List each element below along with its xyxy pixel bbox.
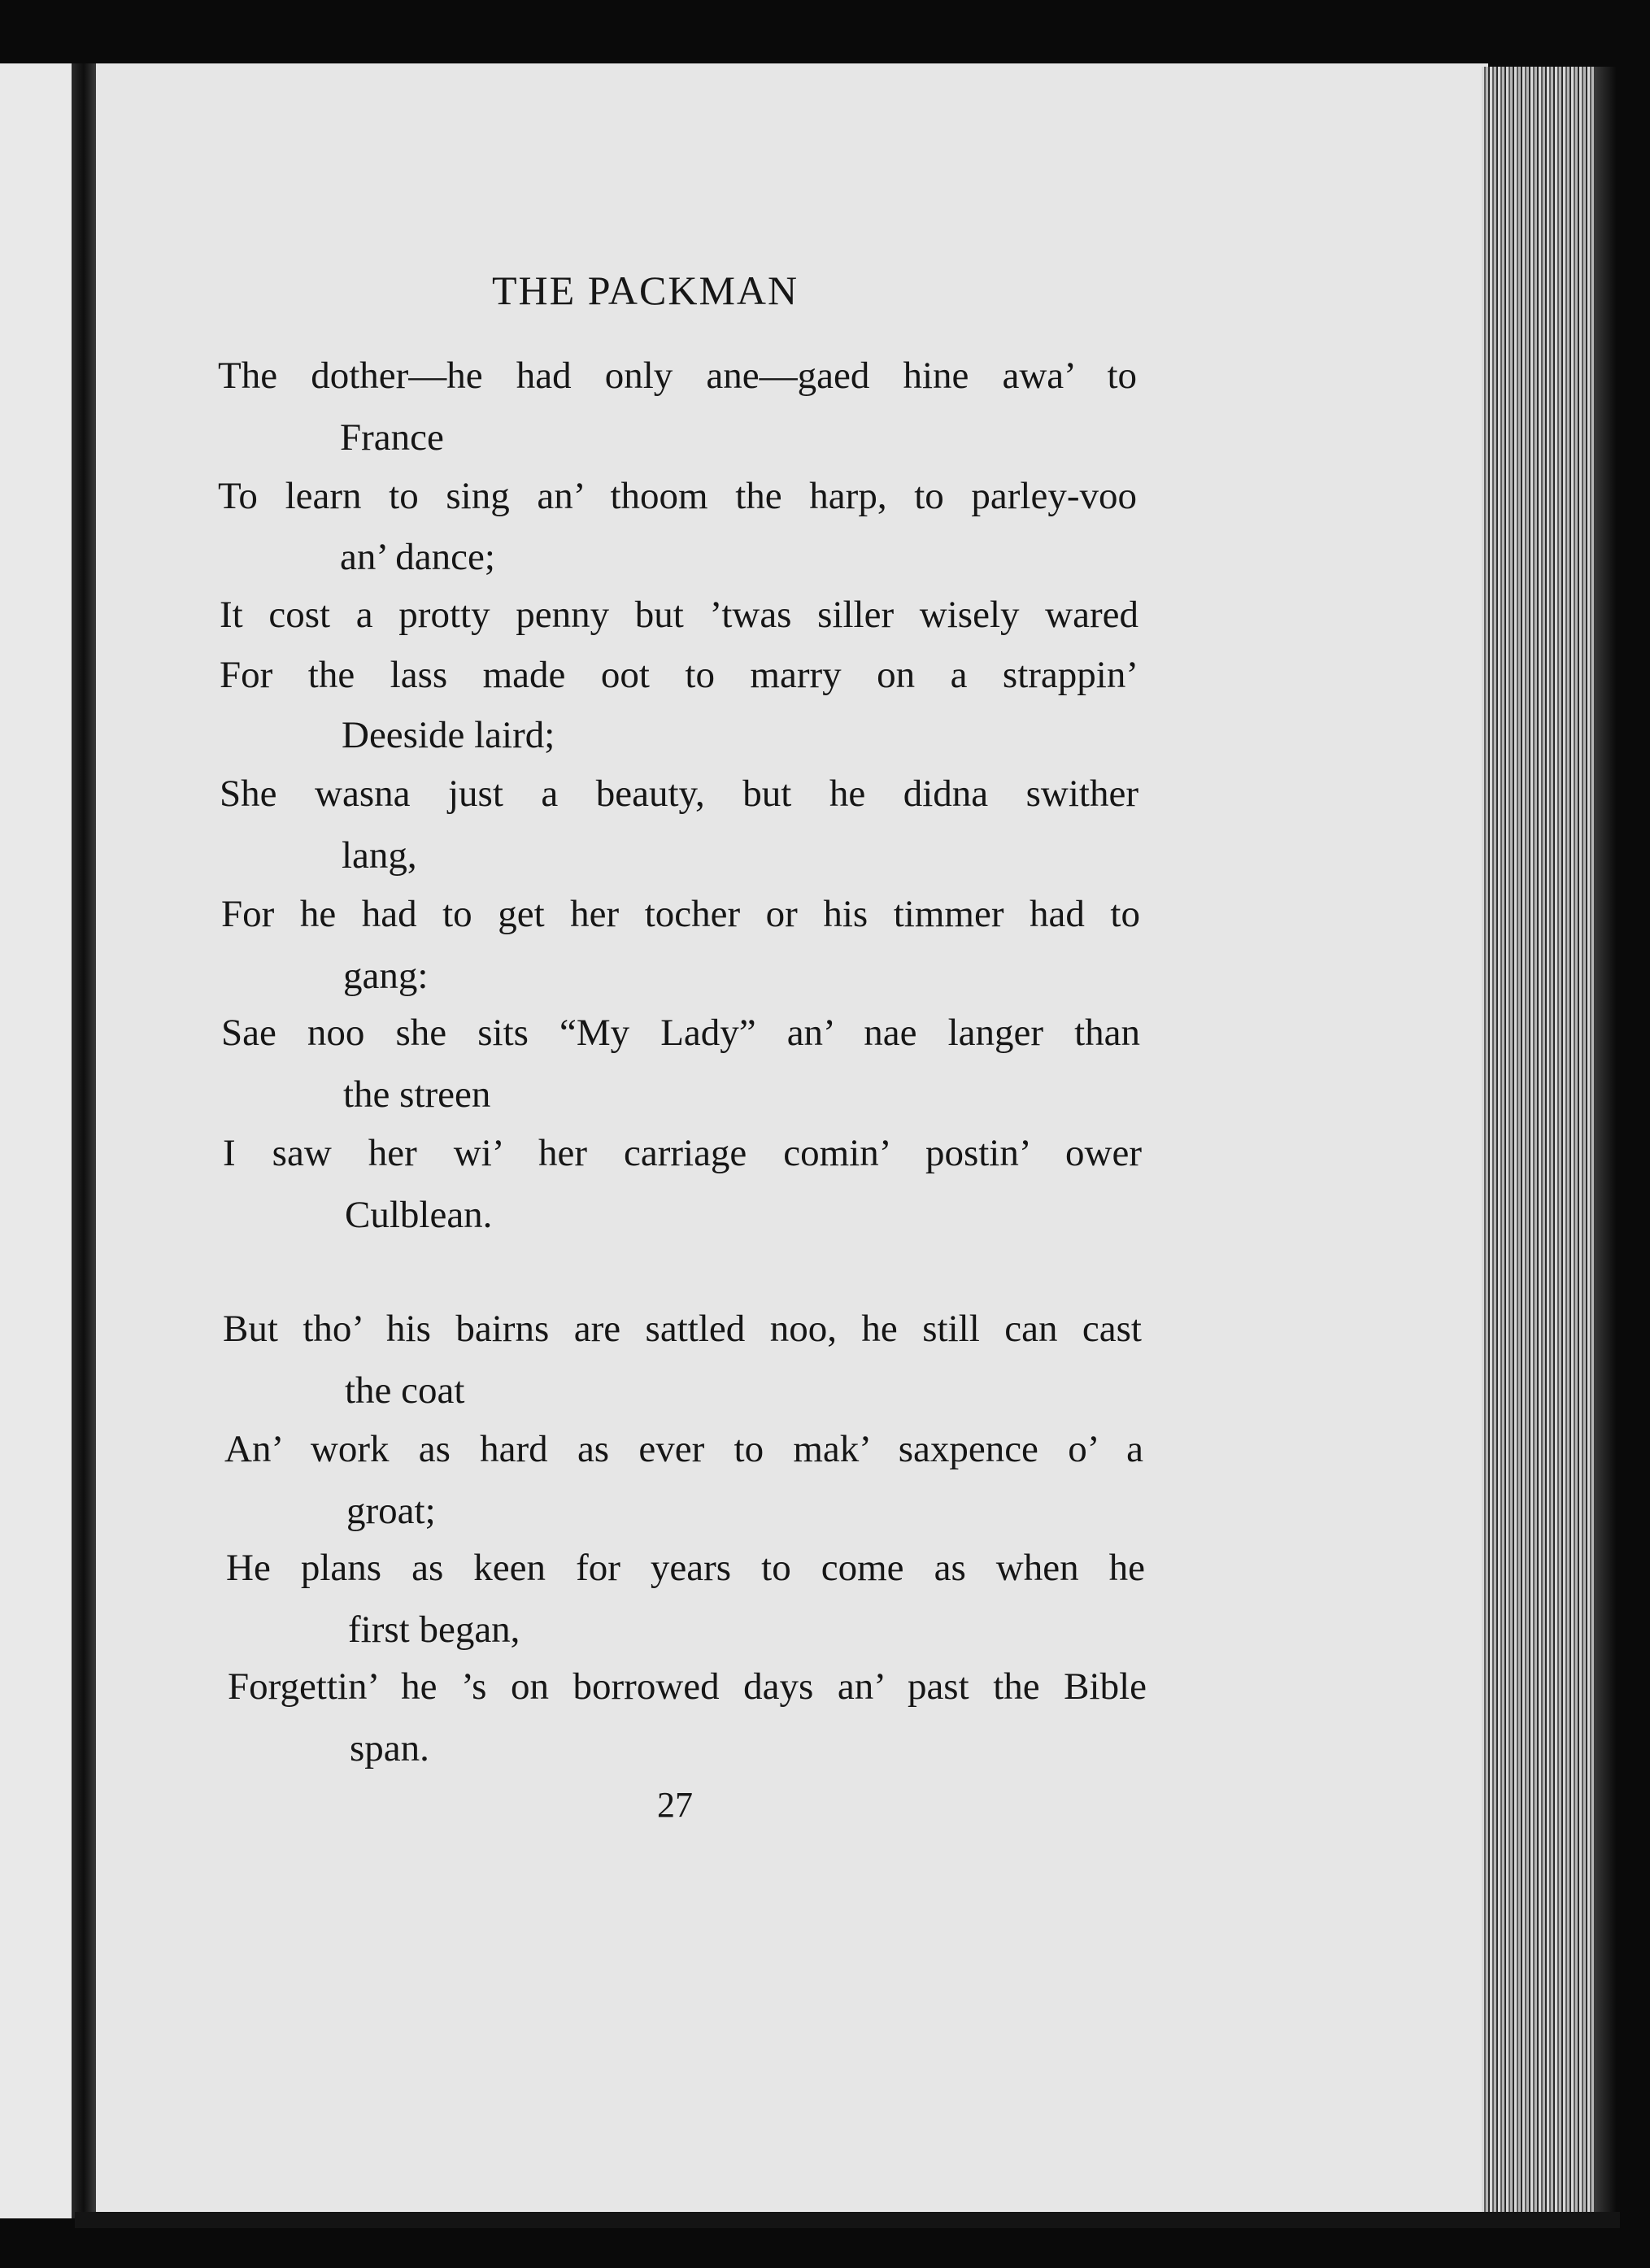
poem-line: But tho’ his bairns are sattled noo, he still can cast <box>223 1308 1142 1350</box>
poem-line: For he had to get her tocher or his timmer had to <box>221 893 1140 935</box>
bottom-shadow <box>75 2212 1620 2228</box>
poem-line: To learn to sing an’ thoom the harp, to parley-voo <box>218 475 1137 517</box>
poem-line: span. <box>350 1727 429 1770</box>
poem-line: For the lass made oot to marry on a strappin’ <box>220 654 1138 696</box>
edge-shadow <box>1594 67 1650 2214</box>
poem-line: Deeside laird; <box>342 714 555 756</box>
poem-line: Culblean. <box>345 1194 493 1236</box>
poem-line: It cost a protty penny but ’twas siller wisely wared <box>220 594 1138 636</box>
poem-line: first began, <box>348 1608 520 1651</box>
poem-line: groat; <box>346 1490 436 1532</box>
poem-line: She wasna just a beauty, but he didna swither <box>220 773 1138 815</box>
page-stack-edges <box>1482 67 1604 2214</box>
poem-line: the coat <box>345 1369 465 1412</box>
poem-line: gang: <box>343 955 429 997</box>
poem-line: an’ dance; <box>340 536 495 578</box>
poem-line: lang, <box>342 834 417 877</box>
poem-line: Forgettin’ he ’s on borrowed days an’ past the Bible <box>228 1665 1147 1708</box>
poem-line: the streen <box>343 1073 491 1116</box>
book-gutter <box>72 63 96 2218</box>
poem-line: He plans as keen for years to come as when he <box>226 1547 1145 1589</box>
poem-line: France <box>340 416 444 459</box>
poem-line: The dother—he had only ane—gaed hine awa’ to <box>218 355 1137 397</box>
facing-page-edge <box>0 63 75 2218</box>
poem-line: I saw her wi’ her carriage comin’ postin’ ower <box>223 1132 1142 1174</box>
poem-line: An’ work as hard as ever to mak’ saxpence o’ a <box>224 1428 1143 1470</box>
running-head: THE PACKMAN <box>492 268 799 313</box>
page-number: 27 <box>657 1785 693 1825</box>
poem-line: Sae noo she sits “My Lady” an’ nae langer than <box>221 1012 1140 1054</box>
